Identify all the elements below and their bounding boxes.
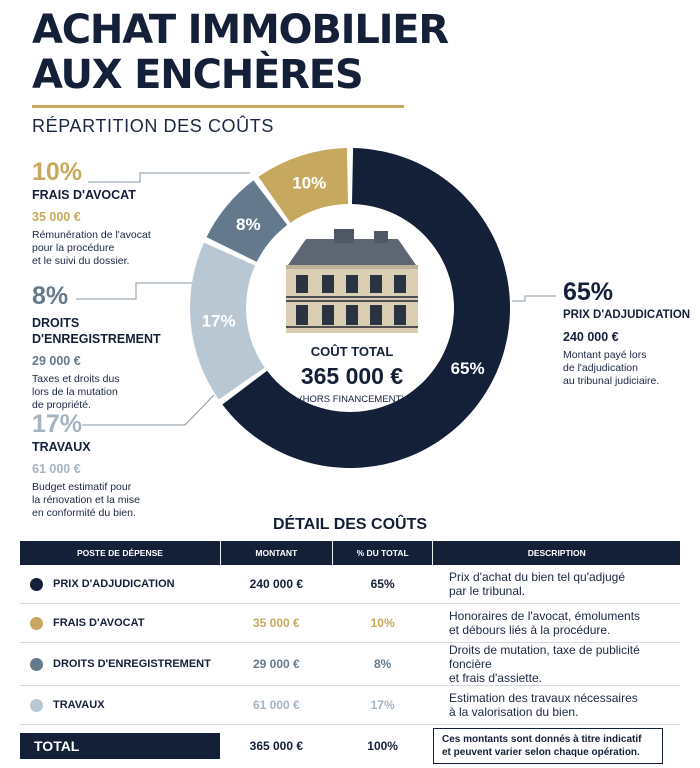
row-category: PRIX D'ADJUDICATION (53, 578, 175, 590)
subtitle: RÉPARTITION DES COÛTS (32, 116, 274, 136)
callout-adjudication (563, 277, 690, 388)
total-amount: 365 000 € (249, 739, 304, 753)
title-line-1: ACHAT IMMOBILIER (32, 7, 449, 53)
donut-slice-label-1: 17% (201, 311, 236, 331)
callout-droits-amount: 29 000 € (32, 354, 81, 368)
row-category: TRAVAUX (53, 699, 105, 711)
table-row (20, 643, 680, 686)
row-amount: 29 000 € (220, 643, 332, 686)
header-category: POSTE DE DÉPENSE (20, 541, 220, 565)
callout-travaux (32, 409, 140, 520)
light-dot-icon (30, 699, 43, 712)
table-header-row (20, 541, 680, 565)
cost-detail-table (20, 541, 680, 767)
row-percent: 8% (332, 643, 433, 686)
table-row (20, 604, 680, 643)
row-description: Prix d'achat du bien tel qu'adjugé par le tribunal. (433, 565, 680, 604)
header-description: DESCRIPTION (433, 541, 680, 565)
donut-slice-label-2: 8% (236, 214, 261, 234)
callout-travaux-amount: 61 000 € (32, 462, 81, 476)
row-percent: 65% (332, 565, 433, 604)
navy-dot-icon (30, 578, 43, 591)
total-percent: 100% (367, 739, 398, 753)
total-label: TOTAL (20, 733, 220, 759)
row-description: Estimation des travaux nécessaires à la valorisation du bien. (433, 686, 680, 725)
page-title (32, 8, 448, 98)
callout-avocat-desc: Rémunération de l'avocat pour la procédure et le suivi du dossier. (32, 229, 151, 267)
row-amount: 240 000 € (220, 565, 332, 604)
donut-slice-label-0: 65% (450, 358, 485, 378)
row-category: FRAIS D'AVOCAT (53, 617, 145, 629)
callout-adjudication-desc: Montant payé lors de l'adjudication au tribunal judiciaire. (563, 349, 660, 387)
total-cost-value: 365 000 € (300, 363, 404, 389)
callout-adjudication-pct: 65% (563, 278, 614, 306)
callout-avocat-pct: 10% (32, 158, 83, 186)
callout-adjudication-label: PRIX D'ADJUDICATION (563, 309, 691, 321)
donut-center (270, 344, 434, 405)
callout-avocat-amount: 35 000 € (32, 210, 81, 224)
header-percent: % DU TOTAL (332, 541, 433, 565)
callout-droits-pct: 8% (32, 282, 69, 310)
callout-droits-label-2: D'ENREGISTREMENT (32, 332, 161, 346)
row-description: Droits de mutation, taxe de publicité foncière et frais d'assiette. (433, 643, 680, 686)
table-row (20, 565, 680, 604)
row-category: DROITS D'ENREGISTREMENT (53, 658, 211, 670)
row-amount: 35 000 € (220, 604, 332, 643)
callout-droits (32, 281, 161, 412)
gold-dot-icon (30, 617, 43, 630)
callout-droits-label-1: DROITS (32, 316, 80, 330)
row-percent: 17% (332, 686, 433, 725)
row-description: Honoraires de l'avocat, émoluments et débours liés à la procédure. (433, 604, 680, 643)
callout-adjudication-amount: 240 000 € (563, 330, 619, 344)
donut-slice-label-3: 10% (292, 173, 327, 193)
callout-avocat (32, 157, 151, 268)
callout-avocat-label: FRAIS D'AVOCAT (32, 188, 136, 202)
table-title: DÉTAIL DES COÛTS (272, 516, 428, 533)
building-image (278, 225, 426, 333)
title-line-2: AUX ENCHÈRES (32, 52, 363, 98)
row-amount: 61 000 € (220, 686, 332, 725)
table-total-row (20, 725, 680, 768)
callout-droits-desc: Taxes et droits dus lors de la mutation de propriété. (32, 373, 120, 411)
callout-travaux-label: TRAVAUX (32, 440, 91, 454)
slate-dot-icon (30, 658, 43, 671)
header-amount: MONTANT (220, 541, 332, 565)
table-row (20, 686, 680, 725)
total-cost-note: (HORS FINANCEMENT) (299, 394, 405, 405)
row-percent: 10% (332, 604, 433, 643)
disclaimer-note: Ces montants sont donnés à titre indicatif et peuvent varier selon chaque opération. (433, 728, 663, 764)
title-underline (32, 105, 404, 108)
total-cost-label: COÛT TOTAL (310, 344, 394, 359)
callout-travaux-desc: Budget estimatif pour la rénovation et la mise en conformité du bien. (32, 481, 140, 519)
callout-travaux-pct: 17% (32, 410, 83, 438)
